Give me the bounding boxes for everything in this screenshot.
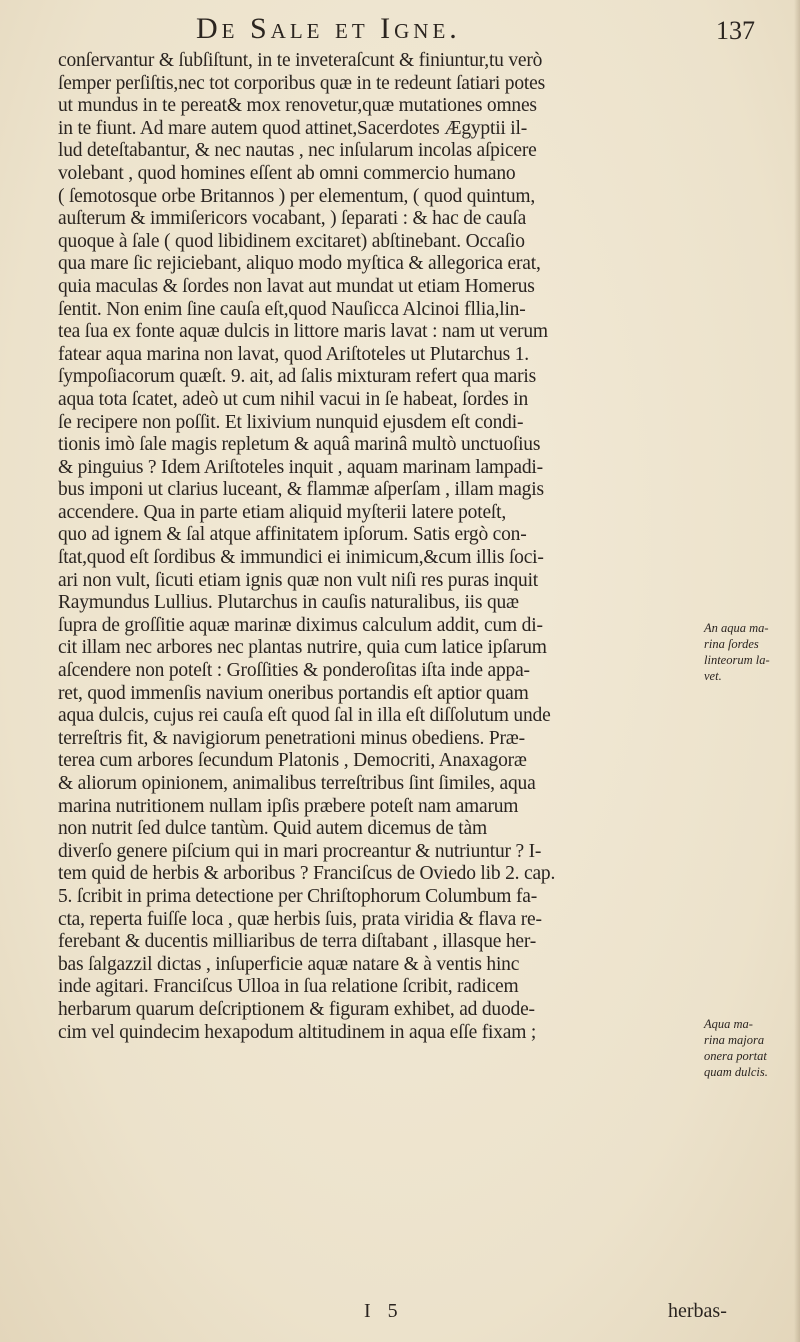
text-line: herbarum quarum deſcriptionem & figuram exhibet, ad duode- bbox=[58, 998, 535, 1020]
margin-note-line: linteorum la- bbox=[704, 653, 770, 667]
text-line: tionis imò ſale magis repletum & aquâ marinâ multò unctuoſius bbox=[58, 434, 541, 456]
text-line: ſympoſiacorum quæſt. 9. ait, ad ſalis mixturam refert qua maris bbox=[58, 366, 537, 388]
text-line: tem quid de herbis & arboribus ? Franciſcus de Oviedo lib 2. cap. bbox=[58, 863, 556, 885]
margin-note-line: vet. bbox=[704, 669, 722, 683]
page-header bbox=[0, 10, 800, 50]
text-line: ſe recipere non poſſit. Et lixivium nunquid ejusdem eſt condi- bbox=[58, 411, 524, 433]
text-line: marina nutritionem nullam ipſis præbere poteſt nam amarum bbox=[58, 795, 519, 817]
running-head: De Sale et Igne. bbox=[196, 12, 461, 45]
text-line: bus imponi ut clarius luceant, & flammæ aſperſam , illam magis bbox=[58, 479, 544, 501]
text-line: ret, quod immenſis navium oneribus portandis eſt aptior quam bbox=[58, 682, 529, 704]
text-line: in te fiunt. Ad mare autem quod attinet,Sacerdotes Ægyptii il- bbox=[58, 117, 528, 139]
page-edge-shadow bbox=[794, 0, 800, 1342]
text-line: bas ſalgazzil dictas , inſuperficie aquæ natare & à ventis hinc bbox=[58, 953, 520, 975]
signature-mark: I 5 bbox=[364, 1300, 404, 1322]
page-number: 137 bbox=[716, 16, 755, 45]
text-line: ferebant & ducentis milliaribus de terra diſtabant , illasque her- bbox=[58, 931, 537, 953]
text-line: cim vel quindecim hexapodum altitudinem in aqua eſſe fixam ; bbox=[58, 1021, 537, 1043]
text-line: ( ſemotosque orbe Britannos ) per elementum, ( quod quintum, bbox=[58, 185, 536, 207]
margin-note bbox=[704, 620, 796, 684]
text-line: lud deteſtabantur, & nec nautas , nec inſularum incolas aſpicere bbox=[58, 140, 537, 162]
text-line: Raymundus Lullius. Plutarchus in cauſis naturalibus, iis quæ bbox=[58, 592, 519, 614]
text-line: ſupra de groſſitie aquæ marinæ diximus calculum addit, cum di- bbox=[58, 614, 543, 636]
catchword: herbas- bbox=[668, 1300, 727, 1322]
text-line: ari non vult, ſicuti etiam ignis quæ non vult niſi res puras inquit bbox=[58, 569, 539, 591]
margin-note-line: rina ſordes bbox=[704, 637, 759, 651]
text-line: aſcendere non poteſt : Groſſities & ponderoſitas iſta inde appa- bbox=[58, 660, 530, 682]
text-line: cta, reperta fuiſſe loca , quæ herbis ſuis, prata viridia & flava re- bbox=[58, 908, 542, 930]
text-line: quoque à ſale ( quod libidinem excitaret) abſtinebant. Occaſio bbox=[58, 230, 525, 252]
text-line: terreſtris fit, & navigiorum penetrationi minus obediens. Præ- bbox=[58, 727, 525, 749]
body-text bbox=[58, 50, 688, 1044]
margin-note-line: An aqua ma- bbox=[704, 621, 769, 635]
text-line: & aliorum opinionem, animalibus terreſtribus ſint ſimiles, aqua bbox=[58, 773, 536, 794]
text-line: accendere. Qua in parte etiam aliquid myſterii latere poteſt, bbox=[58, 501, 507, 523]
text-line: quia maculas & ſordes non lavat aut mundat ut etiam Homerus bbox=[58, 275, 535, 297]
text-line: quo ad ignem & ſal atque affinitatem ipſorum. Satis ergò con- bbox=[58, 524, 527, 546]
margin-note-line: quam dulcis. bbox=[704, 1065, 768, 1079]
margin-note bbox=[704, 1016, 796, 1080]
text-line: tea ſua ex fonte aquæ dulcis in littore maris lavat : nam ut verum bbox=[58, 321, 548, 343]
text-line: inde agitari. Franciſcus Ulloa in ſua relatione ſcribit, radicem bbox=[58, 976, 519, 998]
text-line: cit illam nec arbores nec plantas nutrire, quia cum latice ipſarum bbox=[58, 637, 547, 659]
text-line: ut mundus in te pereat& mox renovetur,quæ mutationes omnes bbox=[58, 95, 537, 117]
text-line: non nutrit ſed dulce tantùm. Quid autem dicemus de tàm bbox=[58, 818, 487, 840]
page-footer bbox=[0, 1300, 800, 1330]
margin-note-line: Aqua ma- bbox=[704, 1017, 753, 1031]
margin-note-line: rina majora bbox=[704, 1033, 765, 1047]
text-line: diverſo genere piſcium qui in mari procreantur & nutriuntur ? I- bbox=[58, 840, 542, 862]
text-line: conſervantur & ſubſiſtunt, in te inveteraſcunt & finiuntur,tu verò bbox=[58, 50, 543, 71]
text-line: auſterum & immiſericors vocabant, ) ſeparati : & hac de cauſa bbox=[58, 208, 527, 230]
text-line: fatear aqua marina non lavat, quod Ariſtoteles ut Plutarchus 1. bbox=[58, 343, 529, 365]
text-line: ſentit. Non enim ſine cauſa eſt,quod Nauſicca Alcinoi fllia,lin- bbox=[58, 298, 526, 320]
text-line: & pinguius ? Idem Ariſtoteles inquit , aquam marinam lampadi- bbox=[58, 456, 543, 478]
text-line: 5. ſcribit in prima detectione per Chriſtophorum Columbum fa- bbox=[58, 885, 537, 907]
text-line: ſtat,quod eſt ſordibus & immundici ei inimicum,&cum illis ſoci- bbox=[58, 547, 544, 569]
text-line: volebant , quod homines eſſent ab omni commercio humano bbox=[58, 162, 516, 184]
text-line: terea cum arbores ſecundum Platonis , Democriti, Anaxagoræ bbox=[58, 750, 527, 772]
text-line: ſemper perſiſtis,nec tot corporibus quæ in te redeunt ſatiari potes bbox=[58, 72, 545, 94]
text-line: aqua tota ſcatet, adeò ut cum nihil vacui in ſe habeat, ſordes in bbox=[58, 388, 528, 410]
text-line: qua mare ſic rejiciebant, aliquo modo myſtica & allegorica erat, bbox=[58, 253, 541, 275]
margin-note-line: onera portat bbox=[704, 1049, 767, 1063]
text-line: aqua dulcis, cujus rei cauſa eſt quod ſal in illa eſt diſſolutum unde bbox=[58, 705, 551, 727]
